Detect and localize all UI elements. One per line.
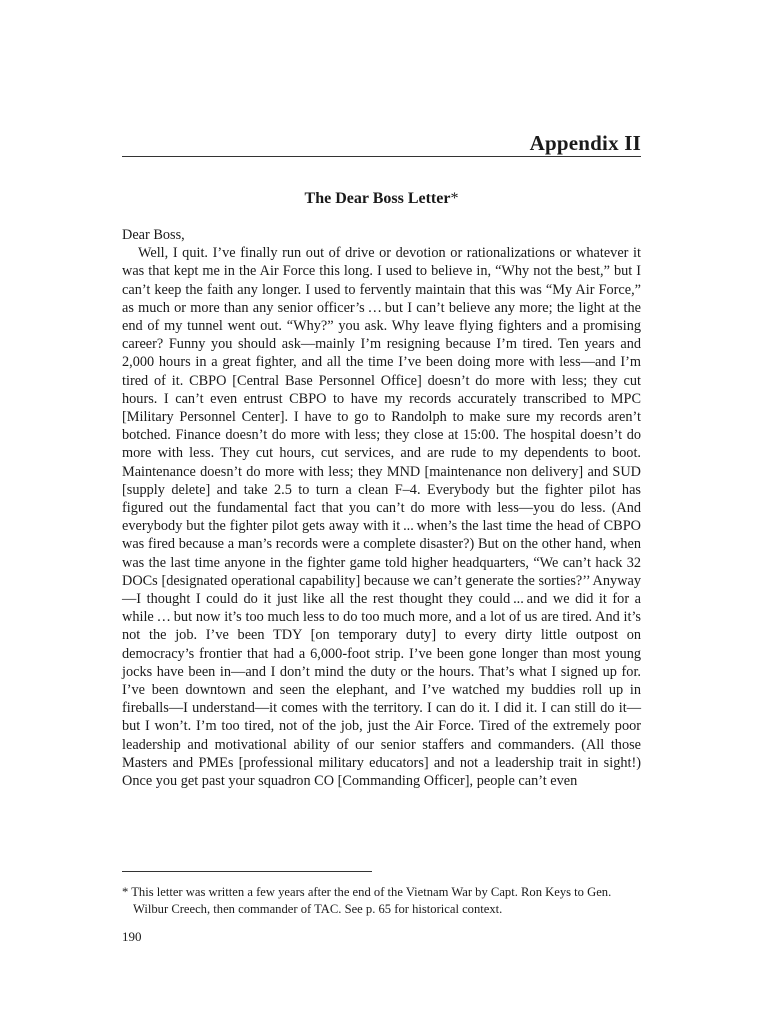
salutation: Dear Boss, [122, 227, 185, 243]
letter-title [122, 188, 641, 210]
book-page [122, 0, 641, 1024]
letter-title-text: The Dear Boss Letter [304, 190, 451, 207]
footnote-marker: * [450, 190, 459, 207]
letter-body [122, 226, 641, 790]
letter-paragraph: Well, I quit. I’ve finally run out of drive or devotion or rationalizations or whatever it was that kept me in the Air Force this long. I used to believe in, “Why not the best,” but I can’t keep the faith any longer. I used to fervently maintain that this was “My Air Force,” as much or more than any senior officer’s … but I can’t believe any more; the light at the end of my tunnel went out. “Why?” you ask. Why leave flying fighters and a promising career? Funny you should ask—mainly I’m resigning because I’m tired. Ten years and 2,000 hours in a great fighter, and all the time I’ve been doing more with less—and I’m tired of it. CBPO [Central Base Personnel Office] doesn’t do more with less; they cut hours. I can’t even entrust CBPO to have my records accurately transcribed to MPC [Military Personnel Center]. I have to go to Randolph to make sure my records aren’t botched. Finance doesn’t do more with less; they close at 15:00. The hospital doesn’t do more with less. They cut hours, cut services, and are rude to my dependents to boot. Maintenance doesn’t do more with less; they MND [maintenance non delivery] and SUD [supply delete] and take 2.5 to turn a clean F–4. Everybody but the fighter pilot has figured out the fundamental fact that you can’t do more with less—you do less. (And everybody but the fighter pilot gets away with it ... when’s the last time the head of CBPO was fired because a man’s records were a complete disaster?) But on the other hand, when was the last time anyone in the fighter game told higher headquarters, “We can’t hack 32 DOCs [designated operational capability] because we can’t generate the sorties?’’ Anyway—I thought I could do it just like all the rest thought they could ... and we did it for a while … but now it’s too much less to do too much more, and a lot of us are tired. And it’s not the job. I’ve been TDY [on temporary duty] to every dirty little outpost on democracy’s frontier that had a 6,000-foot strip. I’ve been gone longer than most young jocks have been in—and I don’t mind the duty or the hours. That’s what I signed up for. I’ve been downtown and seen the elephant, and I’ve watched my buddies roll up in fireballs—I understand—it comes with the territory. I can do it. I did it. I can still do it—but I won’t. I’m too tired, not of the job, just the Air Force. Tired of the extremely poor leadership and motivational ability of our senior staffers and commanders. (All those Masters and PMEs [professional military educators] and not a leadership trait in sight!) Once you get past your squadron CO [Commanding Officer], people can’t even [122, 245, 641, 790]
appendix-heading: Appendix II [529, 131, 641, 155]
page-number: 190 [122, 929, 142, 944]
footnote-rule [122, 871, 372, 872]
header-rule [122, 156, 641, 157]
footnote: * This letter was written a few years after the end of the Vietnam War by Capt. Ron Keys to Gen. Wilbur Creech, then commander of TAC. See p. 65 for historical context. [122, 885, 612, 916]
